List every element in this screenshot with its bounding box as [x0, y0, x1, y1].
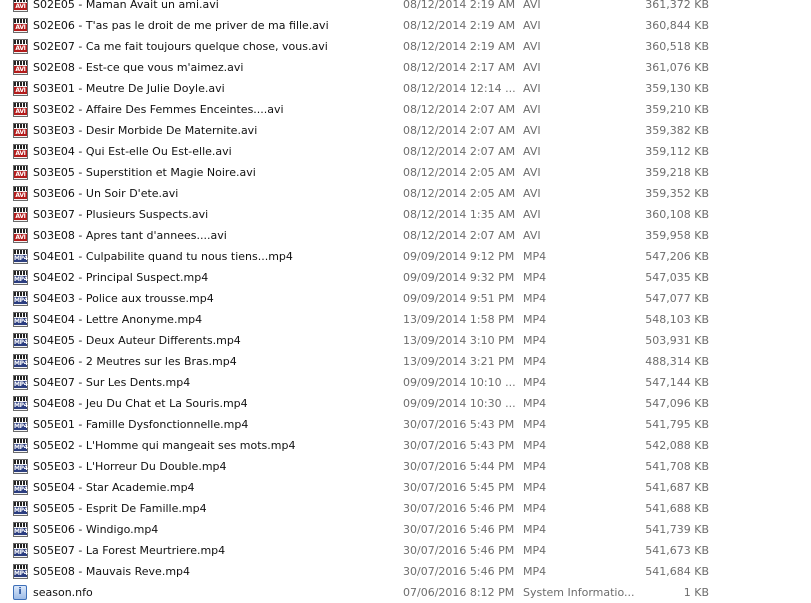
nfo-file-icon	[13, 585, 29, 600]
file-format-label: MP4	[14, 297, 28, 304]
film-strip	[14, 376, 27, 380]
file-type: MP4	[523, 376, 547, 389]
video-file-glyph	[13, 438, 28, 453]
file-row[interactable]	[0, 15, 811, 36]
file-size: 541,739 KB	[645, 523, 709, 536]
file-date-modified: 08/12/2014 12:14 ...	[403, 82, 516, 95]
file-name: S03E06 - Un Soir D'ete.avi	[33, 187, 179, 200]
file-type: AVI	[523, 82, 541, 95]
file-date-modified: 30/07/2016 5:43 PM	[403, 418, 515, 431]
file-size: 1 KB	[683, 586, 709, 599]
file-date-modified: 13/09/2014 1:58 PM	[403, 313, 515, 326]
file-size: 359,958 KB	[645, 229, 709, 242]
file-format-label: AVI	[15, 24, 26, 31]
file-type: AVI	[523, 187, 541, 200]
file-row[interactable]	[0, 246, 811, 267]
file-format-label: AVI	[15, 213, 26, 220]
file-date-modified: 13/09/2014 3:21 PM	[403, 355, 515, 368]
film-strip	[14, 40, 27, 44]
file-size: 361,372 KB	[645, 0, 709, 11]
file-name: S03E05 - Superstition et Magie Noire.avi	[33, 166, 256, 179]
file-row[interactable]	[0, 267, 811, 288]
film-strip	[14, 481, 27, 485]
file-row[interactable]	[0, 120, 811, 141]
video-file-glyph	[13, 18, 28, 33]
mp4-video-icon	[13, 564, 29, 579]
video-file-glyph	[13, 564, 28, 579]
file-type: AVI	[523, 103, 541, 116]
file-format-label: AVI	[15, 192, 26, 199]
mp4-video-icon	[13, 522, 29, 537]
file-name: S05E06 - Windigo.mp4	[33, 523, 159, 536]
video-file-glyph	[13, 144, 28, 159]
file-name: S04E06 - 2 Meutres sur les Bras.mp4	[33, 355, 237, 368]
mp4-video-icon	[13, 396, 29, 411]
file-name: S05E08 - Mauvais Reve.mp4	[33, 565, 191, 578]
file-date-modified: 30/07/2016 5:46 PM	[403, 523, 515, 536]
file-size: 361,076 KB	[645, 61, 709, 74]
video-file-glyph	[13, 228, 28, 243]
film-strip	[14, 418, 27, 422]
file-type: MP4	[523, 313, 547, 326]
film-strip	[14, 0, 27, 2]
file-row[interactable]	[0, 288, 811, 309]
file-type: System Informatio...	[523, 586, 635, 599]
file-type: AVI	[523, 61, 541, 74]
video-file-glyph	[13, 39, 28, 54]
video-file-glyph	[13, 375, 28, 390]
file-size: 541,687 KB	[645, 481, 709, 494]
file-name: S02E08 - Est-ce que vous m'aimez.avi	[33, 61, 244, 74]
file-name: S03E08 - Apres tant d'annees....avi	[33, 229, 227, 242]
video-file-glyph	[13, 312, 28, 327]
file-row[interactable]	[0, 204, 811, 225]
video-file-glyph	[13, 354, 28, 369]
file-format-label: MP4	[14, 276, 28, 283]
mp4-video-icon	[13, 291, 29, 306]
file-size: 547,206 KB	[645, 250, 709, 263]
file-name: S04E04 - Lettre Anonyme.mp4	[33, 313, 203, 326]
file-date-modified: 30/07/2016 5:46 PM	[403, 544, 515, 557]
film-strip	[14, 229, 27, 233]
film-strip	[14, 250, 27, 254]
file-row[interactable]	[0, 498, 811, 519]
file-name: S04E02 - Principal Suspect.mp4	[33, 271, 209, 284]
video-file-glyph	[13, 249, 28, 264]
file-name: S05E05 - Esprit De Famille.mp4	[33, 502, 207, 515]
file-format-label: AVI	[15, 45, 26, 52]
file-type: AVI	[523, 0, 541, 11]
file-row[interactable]	[0, 183, 811, 204]
file-name: S05E01 - Famille Dysfonctionnelle.mp4	[33, 418, 249, 431]
file-size: 360,844 KB	[645, 19, 709, 32]
file-row[interactable]	[0, 372, 811, 393]
avi-video-icon	[13, 186, 29, 201]
file-row[interactable]	[0, 561, 811, 582]
nfo-glyph: i	[13, 585, 27, 600]
video-file-glyph	[13, 501, 28, 516]
video-file-glyph	[13, 333, 28, 348]
video-file-glyph	[13, 102, 28, 117]
file-format-label: MP4	[14, 570, 28, 577]
file-date-modified: 09/09/2014 10:10 ...	[403, 376, 516, 389]
file-row[interactable]	[0, 309, 811, 330]
file-size: 548,103 KB	[645, 313, 709, 326]
film-strip	[14, 544, 27, 548]
film-strip	[14, 313, 27, 317]
file-name: S04E03 - Police aux trousse.mp4	[33, 292, 214, 305]
file-date-modified: 08/12/2014 2:17 AM	[403, 61, 516, 74]
file-date-modified: 13/09/2014 3:10 PM	[403, 334, 515, 347]
file-type: MP4	[523, 460, 547, 473]
file-format-label: AVI	[15, 171, 26, 178]
film-strip	[14, 292, 27, 296]
file-date-modified: 08/12/2014 1:35 AM	[403, 208, 516, 221]
avi-video-icon	[13, 18, 29, 33]
file-size: 547,096 KB	[645, 397, 709, 410]
file-row[interactable]	[0, 78, 811, 99]
file-format-label: MP4	[14, 402, 28, 409]
file-size: 547,035 KB	[645, 271, 709, 284]
avi-video-icon	[13, 165, 29, 180]
file-format-label: MP4	[14, 360, 28, 367]
avi-video-icon	[13, 39, 29, 54]
mp4-video-icon	[13, 354, 29, 369]
avi-video-icon	[13, 81, 29, 96]
file-row[interactable]	[0, 477, 811, 498]
file-row[interactable]	[0, 435, 811, 456]
file-row[interactable]	[0, 330, 811, 351]
video-file-glyph	[13, 60, 28, 75]
video-file-glyph	[13, 0, 28, 12]
file-size: 547,077 KB	[645, 292, 709, 305]
file-date-modified: 08/12/2014 2:07 AM	[403, 229, 516, 242]
file-size: 503,931 KB	[645, 334, 709, 347]
film-strip	[14, 355, 27, 359]
file-date-modified: 07/06/2016 8:12 PM	[403, 586, 515, 599]
video-file-glyph	[13, 459, 28, 474]
mp4-video-icon	[13, 501, 29, 516]
file-type: MP4	[523, 271, 547, 284]
file-format-label: MP4	[14, 423, 28, 430]
file-format-label: AVI	[15, 87, 26, 94]
file-format-label: MP4	[14, 381, 28, 388]
film-strip	[14, 187, 27, 191]
file-row[interactable]	[0, 540, 811, 561]
film-strip	[14, 334, 27, 338]
file-row[interactable]	[0, 582, 811, 603]
file-name: S03E01 - Meutre De Julie Doyle.avi	[33, 82, 225, 95]
file-size: 359,210 KB	[645, 103, 709, 116]
file-type: AVI	[523, 40, 541, 53]
file-type: MP4	[523, 544, 547, 557]
file-type: AVI	[523, 208, 541, 221]
mp4-video-icon	[13, 543, 29, 558]
avi-video-icon	[13, 102, 29, 117]
file-size: 541,688 KB	[645, 502, 709, 515]
file-size: 359,218 KB	[645, 166, 709, 179]
file-date-modified: 08/12/2014 2:07 AM	[403, 103, 516, 116]
file-size: 547,144 KB	[645, 376, 709, 389]
avi-video-icon	[13, 228, 29, 243]
mp4-video-icon	[13, 333, 29, 348]
file-date-modified: 30/07/2016 5:46 PM	[403, 565, 515, 578]
file-date-modified: 08/12/2014 2:05 AM	[403, 166, 516, 179]
file-format-label: MP4	[14, 507, 28, 514]
mp4-video-icon	[13, 270, 29, 285]
file-name: S03E04 - Qui Est-elle Ou Est-elle.avi	[33, 145, 232, 158]
file-format-label: MP4	[14, 255, 28, 262]
film-strip	[14, 61, 27, 65]
file-type: AVI	[523, 19, 541, 32]
file-date-modified: 09/09/2014 9:12 PM	[403, 250, 515, 263]
video-file-glyph	[13, 480, 28, 495]
video-file-glyph	[13, 81, 28, 96]
film-strip	[14, 103, 27, 107]
film-strip	[14, 145, 27, 149]
file-name: S03E07 - Plusieurs Suspects.avi	[33, 208, 209, 221]
file-format-label: AVI	[15, 129, 26, 136]
file-type: MP4	[523, 355, 547, 368]
film-strip	[14, 208, 27, 212]
mp4-video-icon	[13, 375, 29, 390]
file-format-label: MP4	[14, 465, 28, 472]
file-type: AVI	[523, 229, 541, 242]
file-row[interactable]	[0, 351, 811, 372]
film-strip	[14, 523, 27, 527]
mp4-video-icon	[13, 480, 29, 495]
file-format-label: AVI	[15, 66, 26, 73]
file-type: MP4	[523, 481, 547, 494]
file-name: S05E03 - L'Horreur Du Double.mp4	[33, 460, 227, 473]
file-type: MP4	[523, 565, 547, 578]
file-date-modified: 08/12/2014 2:19 AM	[403, 19, 516, 32]
file-size: 542,088 KB	[645, 439, 709, 452]
file-name: S04E05 - Deux Auteur Differents.mp4	[33, 334, 241, 347]
file-format-label: MP4	[14, 318, 28, 325]
file-format-label: AVI	[15, 3, 26, 10]
video-file-glyph	[13, 207, 28, 222]
mp4-video-icon	[13, 438, 29, 453]
file-type: MP4	[523, 502, 547, 515]
file-date-modified: 30/07/2016 5:46 PM	[403, 502, 515, 515]
file-date-modified: 09/09/2014 9:51 PM	[403, 292, 515, 305]
file-type: MP4	[523, 292, 547, 305]
file-name: S03E03 - Desir Morbide De Maternite.avi	[33, 124, 258, 137]
file-type: AVI	[523, 166, 541, 179]
file-row[interactable]	[0, 414, 811, 435]
file-row[interactable]	[0, 225, 811, 246]
file-date-modified: 09/09/2014 10:30 ...	[403, 397, 516, 410]
file-size: 359,112 KB	[645, 145, 709, 158]
film-strip	[14, 271, 27, 275]
video-file-glyph	[13, 270, 28, 285]
file-size: 488,314 KB	[645, 355, 709, 368]
file-format-label: MP4	[14, 549, 28, 556]
file-format-label: MP4	[14, 528, 28, 535]
mp4-video-icon	[13, 312, 29, 327]
file-date-modified: 30/07/2016 5:45 PM	[403, 481, 515, 494]
video-file-glyph	[13, 186, 28, 201]
file-name: S04E08 - Jeu Du Chat et La Souris.mp4	[33, 397, 248, 410]
file-row[interactable]	[0, 57, 811, 78]
file-name: S02E05 - Maman Avait un ami.avi	[33, 0, 219, 11]
file-date-modified: 08/12/2014 2:19 AM	[403, 0, 516, 11]
file-size: 541,795 KB	[645, 418, 709, 431]
video-file-glyph	[13, 522, 28, 537]
film-strip	[14, 565, 27, 569]
file-date-modified: 08/12/2014 2:19 AM	[403, 40, 516, 53]
video-file-glyph	[13, 291, 28, 306]
video-file-glyph	[13, 165, 28, 180]
file-name: S02E07 - Ca me fait toujours quelque chose, vous.avi	[33, 40, 328, 53]
file-name: S02E06 - T'as pas le droit de me priver de ma fille.avi	[33, 19, 329, 32]
file-row[interactable]	[0, 141, 811, 162]
film-strip	[14, 166, 27, 170]
avi-video-icon	[13, 144, 29, 159]
file-type: AVI	[523, 145, 541, 158]
file-format-label: MP4	[14, 339, 28, 346]
mp4-video-icon	[13, 459, 29, 474]
file-format-label: MP4	[14, 444, 28, 451]
file-size: 359,352 KB	[645, 187, 709, 200]
file-size: 360,518 KB	[645, 40, 709, 53]
file-name: season.nfo	[33, 586, 93, 599]
file-name: S04E07 - Sur Les Dents.mp4	[33, 376, 191, 389]
file-name: S03E02 - Affaire Des Femmes Enceintes....avi	[33, 103, 284, 116]
file-date-modified: 08/12/2014 2:07 AM	[403, 145, 516, 158]
file-size: 359,130 KB	[645, 82, 709, 95]
file-size: 541,684 KB	[645, 565, 709, 578]
file-format-label: AVI	[15, 150, 26, 157]
file-format-label: MP4	[14, 486, 28, 493]
file-name: S05E04 - Star Academie.mp4	[33, 481, 195, 494]
avi-video-icon	[13, 123, 29, 138]
file-size: 359,382 KB	[645, 124, 709, 137]
video-file-glyph	[13, 543, 28, 558]
file-date-modified: 30/07/2016 5:43 PM	[403, 439, 515, 452]
file-name: S05E02 - L'Homme qui mangeait ses mots.mp4	[33, 439, 296, 452]
film-strip	[14, 397, 27, 401]
avi-video-icon	[13, 60, 29, 75]
file-date-modified: 08/12/2014 2:07 AM	[403, 124, 516, 137]
film-strip	[14, 124, 27, 128]
film-strip	[14, 460, 27, 464]
file-date-modified: 09/09/2014 9:32 PM	[403, 271, 515, 284]
file-type: MP4	[523, 334, 547, 347]
file-type: MP4	[523, 250, 547, 263]
file-size: 360,108 KB	[645, 208, 709, 221]
video-file-glyph	[13, 417, 28, 432]
file-format-label: AVI	[15, 234, 26, 241]
file-row[interactable]	[0, 99, 811, 120]
film-strip	[14, 439, 27, 443]
mp4-video-icon	[13, 249, 29, 264]
file-name: S04E01 - Culpabilite quand tu nous tiens...mp4	[33, 250, 293, 263]
file-name: S05E07 - La Forest Meurtriere.mp4	[33, 544, 226, 557]
file-type: MP4	[523, 523, 547, 536]
mp4-video-icon	[13, 417, 29, 432]
file-row[interactable]	[0, 393, 811, 414]
file-row[interactable]	[0, 0, 811, 15]
avi-video-icon	[13, 207, 29, 222]
file-size: 541,673 KB	[645, 544, 709, 557]
file-type: MP4	[523, 439, 547, 452]
film-strip	[14, 502, 27, 506]
file-type: AVI	[523, 124, 541, 137]
video-file-glyph	[13, 396, 28, 411]
file-date-modified: 30/07/2016 5:44 PM	[403, 460, 515, 473]
film-strip	[14, 19, 27, 23]
video-file-glyph	[13, 123, 28, 138]
file-row[interactable]	[0, 519, 811, 540]
film-strip	[14, 82, 27, 86]
file-date-modified: 08/12/2014 2:05 AM	[403, 187, 516, 200]
avi-video-icon	[13, 0, 29, 12]
file-type: MP4	[523, 418, 547, 431]
file-type: MP4	[523, 397, 547, 410]
file-size: 541,708 KB	[645, 460, 709, 473]
file-row[interactable]	[0, 456, 811, 477]
file-row[interactable]	[0, 36, 811, 57]
file-format-label: AVI	[15, 108, 26, 115]
file-row[interactable]	[0, 162, 811, 183]
